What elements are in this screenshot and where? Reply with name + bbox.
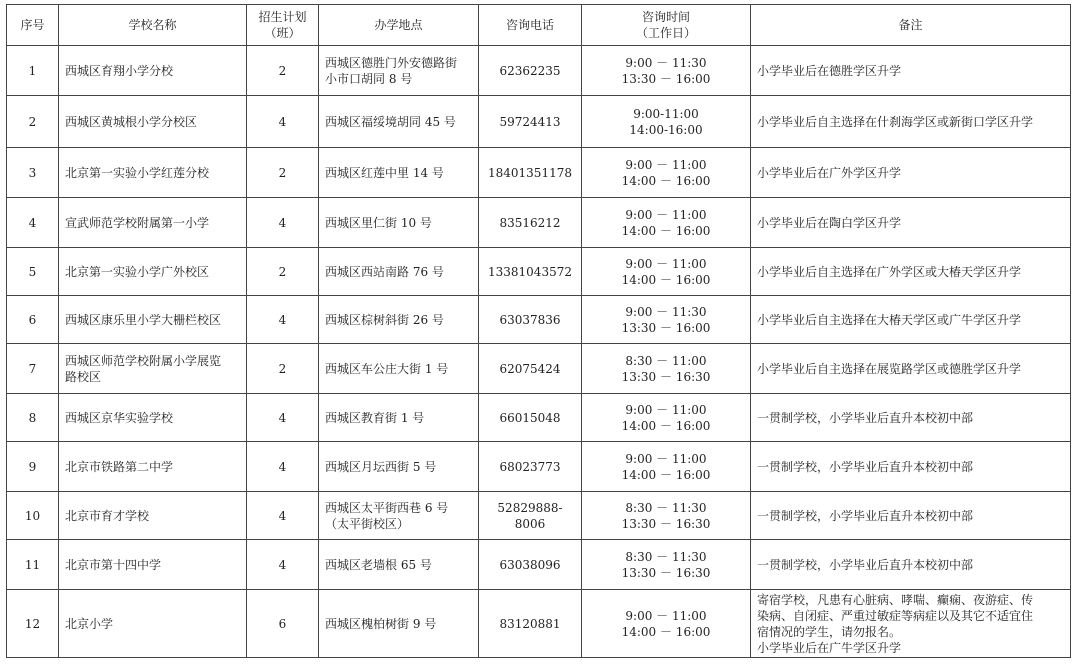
cell-remark-line: 小学毕业后自主选择在大椿天学区或广牛学区升学 (757, 312, 1022, 327)
cell-no: 12 (7, 590, 59, 658)
cell-school-name (59, 394, 247, 442)
cell-time-line: 9:00 － 11:00 (625, 451, 707, 466)
cell-plan: 4 (247, 96, 319, 148)
cell-time-line: 14:00 － 16:00 (621, 467, 711, 482)
cell-remark-line: 小学毕业后在广外学区升学 (757, 165, 902, 180)
cell-school-name-line: 西城区京华实验学校 (65, 410, 174, 425)
cell-address-line: 西城区德胜门外安德路街 (325, 55, 458, 70)
table-row (7, 46, 1071, 96)
cell-remark (751, 248, 1071, 296)
cell-school-name (59, 198, 247, 248)
cell-time (582, 540, 751, 590)
cell-remark-line: 一贯制学校，小学毕业后直升本校初中部 (757, 410, 974, 425)
cell-phone: 63037836 (479, 296, 582, 344)
cell-no: 3 (7, 148, 59, 198)
cell-no: 1 (7, 46, 59, 96)
cell-remark-line: 小学毕业后自主选择在展览路学区或德胜学区升学 (757, 361, 1022, 376)
cell-time-line: 8:30 － 11:30 (625, 549, 707, 564)
cell-school-name-line: 西城区康乐里小学大栅栏校区 (65, 312, 222, 327)
header-plan-line: （班） (264, 26, 301, 40)
cell-address-line: （太平街校区） (325, 516, 410, 531)
cell-address-line: 西城区太平街西巷 6 号 (325, 500, 449, 515)
cell-time-line: 14:00 － 16:00 (621, 223, 711, 238)
cell-school-name (59, 46, 247, 96)
cell-remark-line: 小学毕业后自主选择在广外学区或大椿天学区升学 (757, 264, 1022, 279)
cell-no: 4 (7, 198, 59, 248)
cell-remark-line: 一贯制学校，小学毕业后直升本校初中部 (757, 459, 974, 474)
table-row (7, 198, 1071, 248)
cell-phone: 83516212 (479, 198, 582, 248)
cell-no: 5 (7, 248, 59, 296)
cell-school-name (59, 344, 247, 394)
cell-time-line: 13:30 － 16:00 (621, 71, 711, 86)
cell-remark (751, 344, 1071, 394)
cell-no: 10 (7, 492, 59, 540)
cell-address-line: 西城区西站南路 76 号 (325, 264, 444, 279)
cell-school-name (59, 590, 247, 658)
cell-plan: 4 (247, 492, 319, 540)
page (6, 4, 1071, 658)
cell-remark (751, 442, 1071, 492)
cell-time (582, 344, 751, 394)
cell-phone: 59724413 (479, 96, 582, 148)
cell-address (319, 96, 479, 148)
cell-school-name (59, 296, 247, 344)
cell-school-name-line: 北京第一实验小学广外校区 (65, 264, 210, 279)
cell-address (319, 248, 479, 296)
cell-remark (751, 540, 1071, 590)
cell-address-line: 西城区教育街 1 号 (325, 410, 425, 425)
cell-time-line: 9:00 － 11:30 (625, 304, 707, 319)
cell-school-name-line: 北京市第十四中学 (65, 557, 162, 572)
cell-time (582, 590, 751, 658)
cell-time-line: 14:00 － 16:00 (621, 418, 711, 433)
cell-phone: 83120881 (479, 590, 582, 658)
cell-time (582, 296, 751, 344)
cell-address-line: 西城区福绥境胡同 45 号 (325, 114, 456, 129)
table-row (7, 148, 1071, 198)
cell-address (319, 590, 479, 658)
table-row (7, 344, 1071, 394)
cell-time-line: 13:30 － 16:30 (621, 516, 711, 531)
cell-address (319, 442, 479, 492)
cell-plan: 4 (247, 540, 319, 590)
table-row (7, 394, 1071, 442)
cell-school-name (59, 96, 247, 148)
cell-time-line: 13:30 － 16:30 (621, 369, 711, 384)
cell-phone: 13381043572 (479, 248, 582, 296)
cell-remark-line: 小学毕业后在德胜学区升学 (757, 63, 902, 78)
table-body (7, 46, 1071, 658)
cell-address (319, 46, 479, 96)
cell-school-name (59, 248, 247, 296)
cell-time-line: 9:00-11:00 (633, 106, 699, 121)
cell-time (582, 148, 751, 198)
cell-no: 9 (7, 442, 59, 492)
cell-address (319, 296, 479, 344)
cell-address (319, 198, 479, 248)
cell-remark (751, 96, 1071, 148)
cell-address-line: 西城区老墙根 65 号 (325, 557, 432, 572)
cell-time-line: 9:00 － 11:00 (625, 608, 707, 623)
cell-address (319, 540, 479, 590)
cell-address-line: 小市口胡同 8 号 (325, 71, 413, 86)
cell-plan: 4 (247, 296, 319, 344)
cell-time-line: 13:30 － 16:30 (621, 565, 711, 580)
header-time (582, 5, 751, 46)
table-row (7, 590, 1071, 658)
cell-remark-line: 宿情况的学生，请勿报名。 (757, 624, 902, 639)
cell-plan: 6 (247, 590, 319, 658)
cell-school-name (59, 442, 247, 492)
cell-phone: 68023773 (479, 442, 582, 492)
cell-plan: 2 (247, 248, 319, 296)
cell-time-line: 9:00 － 11:00 (625, 207, 707, 222)
cell-address (319, 394, 479, 442)
cell-phone: 62362235 (479, 46, 582, 96)
cell-address-line: 西城区月坛西街 5 号 (325, 459, 437, 474)
cell-remark (751, 148, 1071, 198)
cell-address-line: 西城区槐柏树街 9 号 (325, 616, 437, 631)
cell-time (582, 442, 751, 492)
cell-time-line: 14:00 － 16:00 (621, 173, 711, 188)
cell-address-line: 西城区里仁街 10 号 (325, 215, 432, 230)
cell-phone: 63038096 (479, 540, 582, 590)
cell-school-name-line: 北京小学 (65, 616, 114, 631)
cell-address (319, 492, 479, 540)
cell-remark (751, 296, 1071, 344)
header-school-name: 学校名称 (59, 5, 247, 46)
cell-school-name-line: 西城区黄城根小学分校区 (65, 114, 198, 129)
cell-time (582, 46, 751, 96)
cell-time-line: 14:00-16:00 (629, 122, 703, 137)
cell-phone: 66015048 (479, 394, 582, 442)
cell-remark (751, 46, 1071, 96)
cell-remark-line: 小学毕业后自主选择在什刹海学区或新街口学区升学 (757, 114, 1034, 129)
cell-remark-line: 一贯制学校，小学毕业后直升本校初中部 (757, 508, 974, 523)
cell-address (319, 148, 479, 198)
cell-school-name-line: 路校区 (65, 369, 102, 384)
cell-plan: 4 (247, 442, 319, 492)
cell-time-line: 9:00 － 11:00 (625, 157, 707, 172)
cell-remark-line: 染病、自闭症、严重过敏症等病症以及其它不适宜住 (757, 608, 1034, 623)
cell-time (582, 198, 751, 248)
table-row (7, 296, 1071, 344)
header-phone: 咨询电话 (479, 5, 582, 46)
header-time-line: 咨询时间 (641, 10, 690, 24)
cell-time-line: 14:00 － 16:00 (621, 624, 711, 639)
cell-time (582, 96, 751, 148)
cell-no: 6 (7, 296, 59, 344)
cell-remark-line: 小学毕业后在广牛学区升学 (757, 640, 902, 655)
header-time-line: （工作日） (635, 26, 696, 40)
cell-address (319, 344, 479, 394)
header-remark: 备注 (751, 5, 1071, 46)
cell-time (582, 492, 751, 540)
cell-phone: 52829888-8006 (479, 492, 582, 540)
cell-time (582, 248, 751, 296)
cell-plan: 4 (247, 198, 319, 248)
cell-plan: 4 (247, 394, 319, 442)
cell-address-line: 西城区棕树斜街 26 号 (325, 312, 444, 327)
cell-phone: 18401351178 (479, 148, 582, 198)
table-row (7, 540, 1071, 590)
cell-school-name (59, 148, 247, 198)
cell-plan: 2 (247, 148, 319, 198)
table-row (7, 248, 1071, 296)
cell-plan: 2 (247, 46, 319, 96)
cell-time-line: 13:30 － 16:00 (621, 320, 711, 335)
header-address: 办学地点 (319, 5, 479, 46)
header-no: 序号 (7, 5, 59, 46)
header-plan (247, 5, 319, 46)
table-row (7, 96, 1071, 148)
cell-plan: 2 (247, 344, 319, 394)
cell-phone: 62075424 (479, 344, 582, 394)
cell-school-name-line: 西城区育翔小学分校 (65, 63, 174, 78)
school-enrollment-table (6, 4, 1071, 658)
cell-no: 2 (7, 96, 59, 148)
cell-time-line: 14:00 － 16:00 (621, 272, 711, 287)
cell-remark (751, 492, 1071, 540)
cell-school-name-line: 北京第一实验小学红莲分校 (65, 165, 210, 180)
table-header-row (7, 5, 1071, 46)
cell-no: 7 (7, 344, 59, 394)
cell-school-name-line: 西城区师范学校附属小学展览 (65, 353, 222, 368)
cell-time-line: 9:00 － 11:00 (625, 256, 707, 271)
cell-time (582, 394, 751, 442)
cell-time-line: 8:30 － 11:00 (625, 353, 707, 368)
cell-remark (751, 590, 1071, 658)
cell-time-line: 9:00 － 11:00 (625, 402, 707, 417)
cell-remark (751, 394, 1071, 442)
cell-remark-line: 小学毕业后在陶白学区升学 (757, 215, 902, 230)
cell-no: 8 (7, 394, 59, 442)
cell-school-name (59, 492, 247, 540)
cell-remark (751, 198, 1071, 248)
cell-address-line: 西城区红莲中里 14 号 (325, 165, 444, 180)
cell-time-line: 8:30 － 11:30 (625, 500, 707, 515)
cell-school-name-line: 宣武师范学校附属第一小学 (65, 215, 210, 230)
cell-no: 11 (7, 540, 59, 590)
header-plan-line: 招生计划 (258, 10, 307, 24)
cell-remark-line: 一贯制学校，小学毕业后直升本校初中部 (757, 557, 974, 572)
cell-school-name-line: 北京市铁路第二中学 (65, 459, 174, 474)
cell-address-line: 西城区车公庄大街 1 号 (325, 361, 449, 376)
cell-time-line: 9:00 － 11:30 (625, 55, 707, 70)
cell-school-name-line: 北京市育才学校 (65, 508, 150, 523)
cell-remark-line: 寄宿学校，凡患有心脏病、哮喘、癫痫、夜游症、传 (757, 592, 1034, 607)
cell-school-name (59, 540, 247, 590)
table-row (7, 442, 1071, 492)
table-row (7, 492, 1071, 540)
